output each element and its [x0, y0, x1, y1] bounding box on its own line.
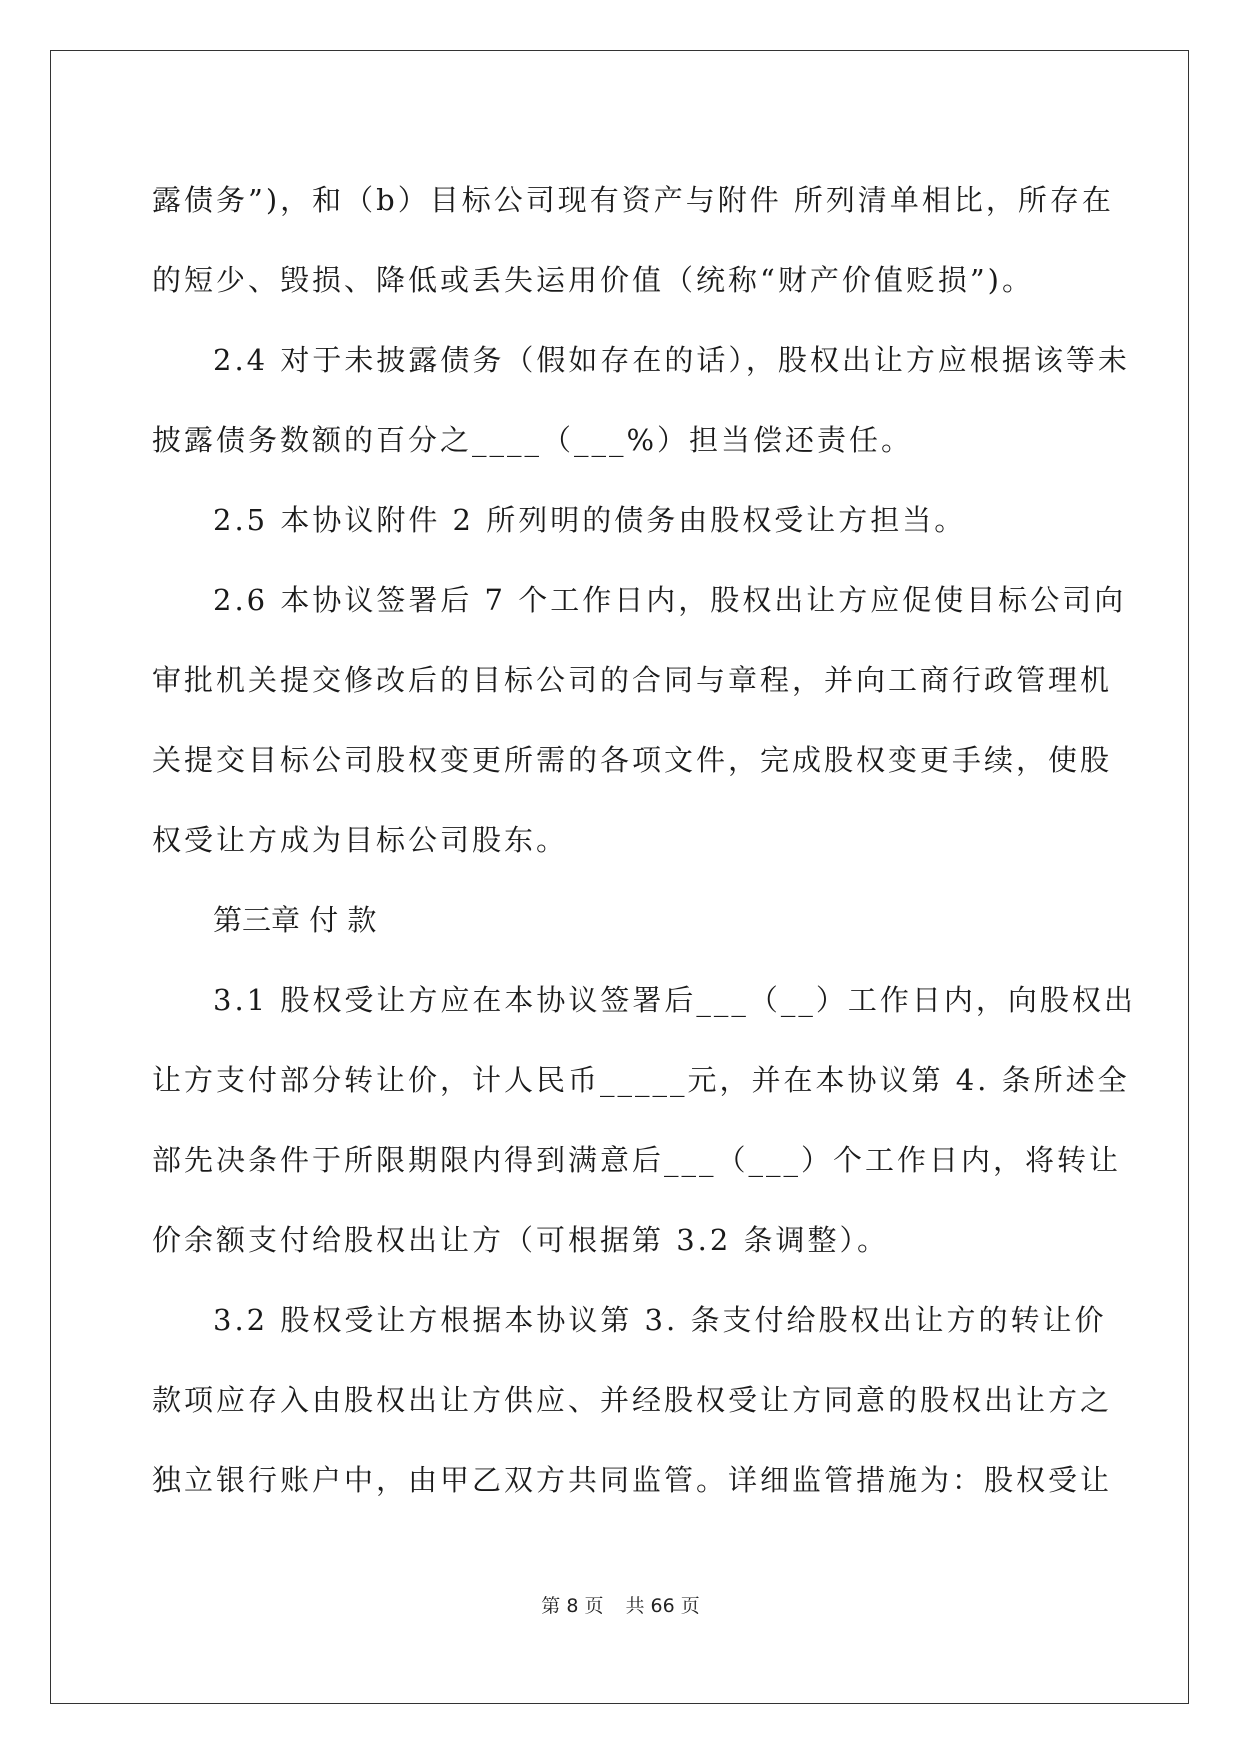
page-total: 共 66 页 — [625, 1595, 700, 1617]
text-line: 价余额支付给股权出让方（可根据第 3.2 条调整）。 — [152, 1223, 890, 1257]
text-line: 权受让方成为目标公司股东。 — [152, 823, 569, 857]
text-line: 关提交目标公司股权变更所需的各项文件，完成股权变更手续，使股 — [152, 743, 1113, 777]
text-line: 部先决条件于所限期限内得到满意后___（___）个工作日内，将转让 — [152, 1143, 1122, 1177]
paragraph-3-1 — [152, 960, 1136, 1280]
text-line: 独立银行账户中，由甲乙双方共同监管。详细监管措施为：股权受让 — [152, 1463, 1113, 1497]
paragraph-3-2 — [152, 1280, 1113, 1520]
text-line: 3.1 股权受让方应在本协议签署后___（__）工作日内，向股权出 — [213, 983, 1136, 1017]
chapter-heading: 第三章 付 款 — [213, 903, 377, 937]
page-number: 第 8 页 — [541, 1595, 604, 1617]
text-line: 2.6 本协议签署后 7 个工作日内，股权出让方应促使目标公司向 — [213, 583, 1127, 617]
text-line: 露债务”)，和（b）目标公司现有资产与附件 所列清单相比，所存在 — [152, 183, 1114, 217]
text-line: 3.2 股权受让方根据本协议第 3. 条支付给股权出让方的转让价 — [213, 1303, 1107, 1337]
paragraph-2-6 — [152, 560, 1127, 880]
text-line: 款项应存入由股权出让方供应、并经股权受让方同意的股权出让方之 — [152, 1383, 1113, 1417]
paragraph-continuation — [152, 160, 1114, 320]
text-line: 2.5 本协议附件 2 所列明的债务由股权受让方担当。 — [213, 503, 967, 537]
paragraph-2-4 — [152, 320, 1130, 480]
text-line: 2.4 对于未披露债务（假如存在的话），股权出让方应根据该等未 — [213, 343, 1130, 377]
paragraph-2-5 — [152, 480, 1092, 560]
text-line: 让方支付部分转让价，计人民币_____元，并在本协议第 4. 条所述全 — [152, 1063, 1130, 1097]
text-line: 披露债务数额的百分之____（___%）担当偿还责任。 — [152, 423, 914, 457]
text-line: 审批机关提交修改后的目标公司的合同与章程，并向工商行政管理机 — [152, 663, 1113, 697]
document-body — [152, 160, 1136, 1520]
page-footer — [0, 1591, 1241, 1618]
text-line: 的短少、毁损、降低或丢失运用价值（统称“财产价值贬损”)。 — [152, 263, 1034, 297]
